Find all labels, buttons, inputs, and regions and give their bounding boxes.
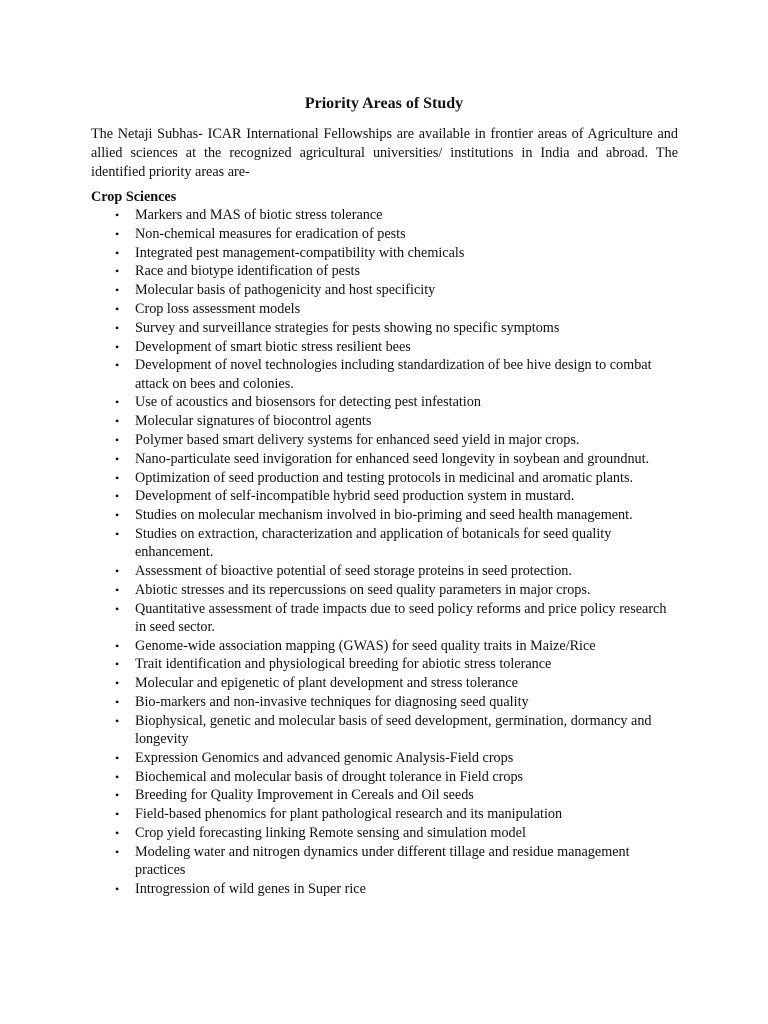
list-item-text: Molecular signatures of biocontrol agents [135,413,372,430]
list-item-text: Integrated pest management-compatibility with chemicals [135,244,465,261]
list-item-text: Abiotic stresses and its repercussions on seed quality parameters in major crops. [135,581,591,598]
list-item [91,412,681,430]
bullet-icon: • [115,694,120,709]
list-item [91,262,681,280]
list-item [91,225,681,243]
list-item [91,469,681,487]
list-item-text: Bio-markers and non-invasive techniques for diagnosing seed quality [135,693,529,710]
bullet-icon: • [115,526,120,541]
list-item-text: Trait identification and physiological breeding for abiotic stress tolerance [135,656,552,673]
bullet-icon: • [115,283,120,298]
list-item [91,674,681,692]
bullet-icon: • [115,489,120,504]
list-item-text: Crop yield forecasting linking Remote sensing and simulation model [135,824,526,841]
list-item [91,805,681,823]
list-item [91,506,681,524]
list-item [91,637,681,655]
list-item [91,581,681,599]
list-item [91,450,681,468]
list-item-text: Crop loss assessment models [135,300,301,317]
list-item-text: Modeling water and nitrogen dynamics under different tillage and residue management practices [135,843,630,878]
bullet-icon: • [115,769,120,784]
priority-areas-list [91,206,681,899]
bullet-icon: • [115,638,120,653]
list-item-text: Markers and MAS of biotic stress tolerance [135,207,383,223]
list-item [91,768,681,786]
bullet-icon: • [115,320,120,335]
bullet-icon: • [115,414,120,429]
list-item [91,206,681,224]
list-item-text: Development of novel technologies including standardization of bee hive design to combat attack on bees and colonies. [135,357,652,392]
list-item-text: Non-chemical measures for eradication of pests [135,225,406,242]
bullet-icon: • [115,676,120,691]
intro-paragraph: The Netaji Subhas- ICAR International Fellowships are available in frontier areas of Agriculture and allied sciences at the recognized agricultural universities/ institutions in India and abroad. The identified priority areas are- [91,126,678,180]
list-item [91,749,681,767]
list-item-text: Development of smart biotic stress resilient bees [135,338,411,355]
list-item-text: Expression Genomics and advanced genomic Analysis-Field crops [135,749,514,766]
list-item [91,525,681,561]
list-item-text: Molecular basis of pathogenicity and host specificity [135,282,436,299]
bullet-icon: • [115,395,120,410]
list-item-text: Assessment of bioactive potential of seed storage proteins in seed protection. [135,562,572,579]
bullet-icon: • [115,582,120,597]
bullet-icon: • [115,825,120,840]
list-item [91,693,681,711]
bullet-icon: • [115,245,120,260]
bullet-icon: • [115,470,120,485]
bullet-icon: • [115,563,120,578]
bullet-icon: • [115,657,120,672]
list-item-text: Field-based phenomics for plant pathological research and its manipulation [135,806,563,823]
list-item-text: Breeding for Quality Improvement in Cereals and Oil seeds [135,787,474,804]
bullet-icon: • [115,508,120,523]
bullet-icon: • [115,226,120,241]
list-item-text: Survey and surveillance strategies for pests showing no specific symptoms [135,319,560,336]
bullet-icon: • [115,601,120,616]
bullet-icon: • [115,750,120,765]
bullet-icon: • [115,881,120,896]
bullet-icon: • [115,713,120,728]
list-item [91,824,681,842]
list-item [91,338,681,356]
list-item-text: Nano-particulate seed invigoration for enhanced seed longevity in soybean and groundnut. [135,450,650,467]
list-item-text: Polymer based smart delivery systems for enhanced seed yield in major crops. [135,431,580,448]
list-item [91,843,681,879]
list-item [91,600,681,636]
list-item-text: Molecular and epigenetic of plant development and stress tolerance [135,675,518,692]
list-item [91,562,681,580]
list-item-text: Genome-wide association mapping (GWAS) for seed quality traits in Maize/Rice [135,637,596,654]
list-item-text: Optimization of seed production and testing protocols in medicinal and aromatic plants. [135,469,634,486]
list-item [91,880,681,898]
list-item [91,244,681,262]
bullet-icon: • [115,788,120,803]
section-heading-crop-sciences: Crop Sciences [91,189,177,205]
bullet-icon: • [115,807,120,822]
list-item-text: Race and biotype identification of pests [135,263,360,280]
list-item [91,300,681,318]
list-item [91,487,681,505]
bullet-icon: • [115,301,120,316]
list-item [91,356,681,392]
list-item [91,786,681,804]
list-item [91,281,681,299]
list-item-text: Use of acoustics and biosensors for detecting pest infestation [135,394,481,411]
list-item-text: Quantitative assessment of trade impacts due to seed policy reforms and price policy research in seed sector. [135,600,667,635]
list-item-text: Development of self-incompatible hybrid seed production system in mustard. [135,488,575,505]
bullet-icon: • [115,844,120,859]
list-item [91,712,681,748]
list-item [91,393,681,411]
list-item [91,319,681,337]
page-title: Priority Areas of Study [304,95,464,112]
list-item-text: Studies on extraction, characterization and application of botanicals for seed quality enhancement. [135,525,612,561]
bullet-icon: • [115,432,120,447]
bullet-icon: • [115,339,120,354]
bullet-icon: • [115,451,120,466]
bullet-icon: • [115,264,120,279]
bullet-icon: • [115,358,120,373]
list-item-text: Studies on molecular mechanism involved in bio-priming and seed health management. [135,507,633,524]
list-item [91,431,681,449]
list-item-text: Biochemical and molecular basis of drought tolerance in Field crops [135,768,524,785]
list-item-text: Biophysical, genetic and molecular basis of seed development, germination, dormancy and longevity [135,712,652,747]
bullet-icon: • [115,208,120,222]
list-item [91,655,681,673]
list-item-text: Introgression of wild genes in Super rice [135,880,366,897]
